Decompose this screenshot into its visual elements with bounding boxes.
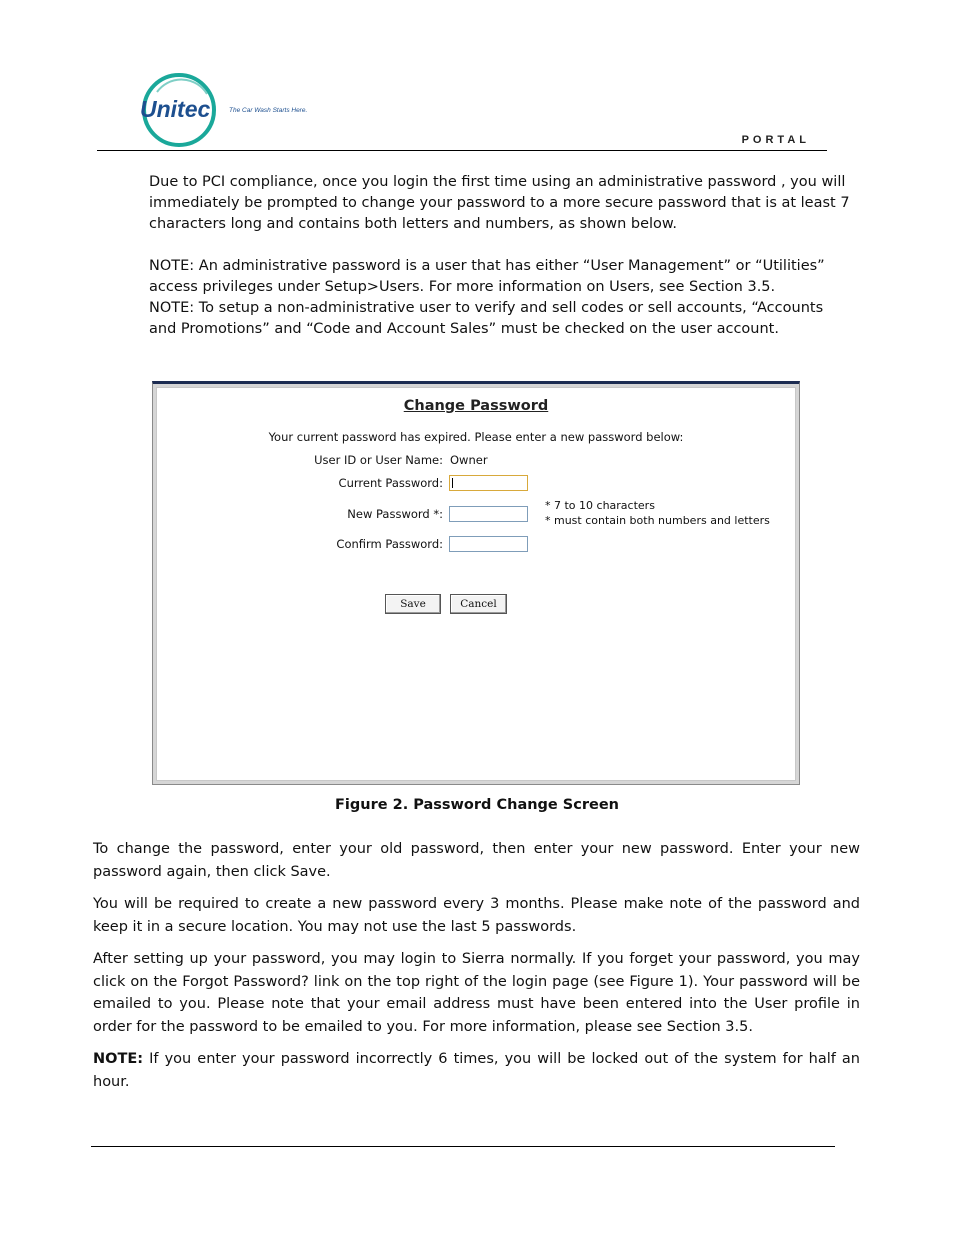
text-caret [452,478,453,488]
figure-caption: Figure 2. Password Change Screen [335,797,619,813]
forgot-password-paragraph: After setting up your password, you may login to Sierra normally. If you forget your password, you may click on the Forgot Password? link on the top right of the login page (see Figure 1). Your password will be emailed to you. Please note that your email address must have been entered into the User profile in order for the password to be emailed to you. For more information, please see Section 3.5. [93,951,860,1035]
intro-paragraph: Due to PCI compliance, once you login the first time using an administrative password , you will immediately be prompted to change your password to a more secure password that is at least 7 characters long and contains both letters and numbers, as shown below. [149,174,850,232]
note-text: If you enter your password incorrectly 6 times, you will be locked out of the system for half an hour. [93,1051,860,1090]
change-password-title: Change Password [403,398,549,414]
expired-password-message: Your current password has expired. Please enter a new password below: [268,430,684,444]
cancel-button[interactable]: Cancel [450,594,507,614]
logo-tagline: The Car Wash Starts Here. [229,107,308,114]
body-text [93,838,860,1103]
password-length-hint: * 7 to 10 characters [545,499,655,512]
unitec-logo-graphic [137,72,337,150]
note-label: NOTE: [93,1051,144,1067]
lockout-note [93,1048,860,1093]
current-password-input[interactable] [449,475,528,491]
password-composition-hint: * must contain both numbers and letters [545,514,770,527]
change-password-panel [156,387,796,781]
paragraph-spacer [149,235,854,256]
change-password-screenshot [152,381,800,785]
new-password-label: New Password *: [347,507,443,521]
change-password-instructions: To change the password, enter your old password, then enter your new password. Enter your new password again, then click Save. [93,841,860,880]
current-password-label: Current Password: [338,476,443,490]
header-divider [97,150,827,151]
user-id-value: Owner [450,453,488,467]
footer-divider [91,1146,835,1147]
admin-password-note: NOTE: An administrative password is a user that has either “User Management” or “Utilities” access privileges under Setup>Users. For more information on Users, see Section 3.5. [149,258,825,295]
confirm-password-label: Confirm Password: [336,537,443,551]
unitec-logo [137,72,337,150]
save-button[interactable]: Save [385,594,441,614]
header-section-label: PORTAL [741,134,810,146]
user-id-label: User ID or User Name: [314,453,443,467]
password-expiry-paragraph: You will be required to create a new password every 3 months. Please make note of the password and keep it in a secure location. You may not use the last 5 passwords. [93,896,860,935]
confirm-password-input[interactable] [449,536,528,552]
new-password-input[interactable] [449,506,528,522]
logo-wordmark: Unitec [140,96,211,122]
intro-block [149,172,854,340]
non-admin-user-note: NOTE: To setup a non-administrative user to verify and sell codes or sell accounts, “Accounts and Promotions” and “Code and Account Sales” must be checked on the user account. [149,300,824,337]
